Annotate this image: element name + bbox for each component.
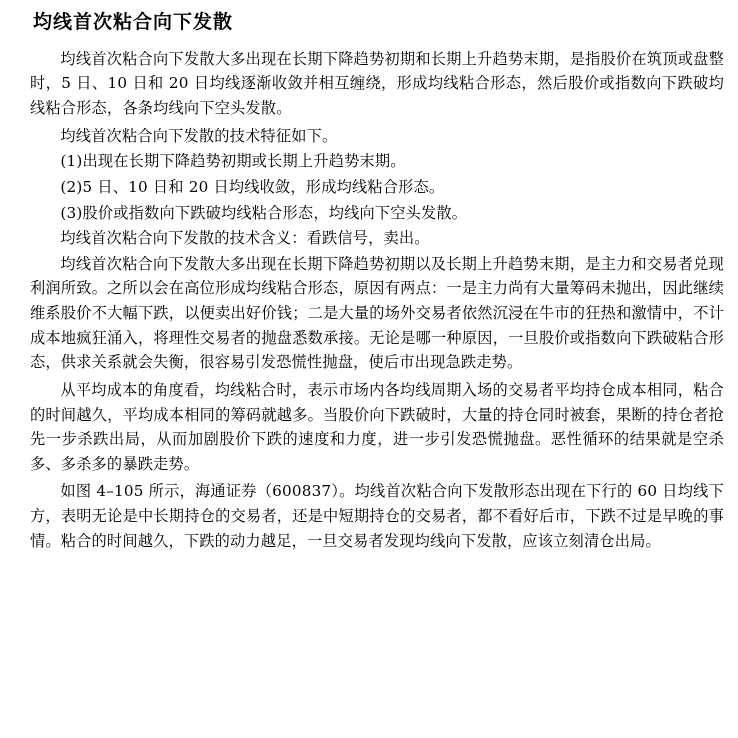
list-item-feature-2: (2)5 日、10 日和 20 日均线收敛，形成均线粘合形态。 bbox=[60, 177, 445, 196]
paragraph-analysis: 均线首次粘合向下发散大多出现在长期下降趋势初期以及长期上升趋势末期，是主力和交易者兑现利润所致。之所以会在高位形成均线粘合形态，原因有两点：一是主力尚有大量筹码未抛出，因此继续维系股价不大幅下跌，以便卖出好价钱；二是大量的场外交易者依然沉浸在牛市的狂热和激情中，不计成本地疯狂涌入，将理性交易者的抛盘悉数承接。无论是哪一种原因，一旦股价或指数向下跌破粘合形态，供求关系就会失衡，很容易引发恐慌性抛盘，使后市出现急跌走势。 bbox=[30, 254, 724, 372]
paragraph-average-cost: 从平均成本的角度看，均线粘合时，表示市场内各均线周期入场的交易者平均持仓成本相同，粘合的时间越久，平均成本相同的筹码就越多。当股价向下跌破时，大量的持仓同时被套，果断的持仓者抢先一步杀跌出局，从而加剧股价下跌的速度和力度，进一步引发恐慌抛盘。恶性循环的结果就是空杀多、多杀多的暴跌走势。 bbox=[30, 380, 724, 473]
paragraph-meaning: 均线首次粘合向下发散的技术含义：看跌信号，卖出。 bbox=[60, 229, 430, 248]
paragraph-intro: 均线首次粘合向下发散大多出现在长期下降趋势初期和长期上升趋势末期，是指股价在筑顶或盘整时，5 日、10 日和 20 日均线逐渐收敛并相互缠绕，形成均线粘合形态，然后股价或指数向下跌破均线粘合形态，各条均线向下空头发散。 bbox=[30, 49, 724, 118]
list-item-feature-3: (3)股价或指数向下跌破均线粘合形态，均线向下空头发散。 bbox=[60, 203, 468, 222]
page-title: 均线首次粘合向下发散 bbox=[33, 12, 234, 33]
paragraph-features-lead: 均线首次粘合向下发散的技术特征如下。 bbox=[60, 126, 338, 145]
paragraph-figure-reference: 如图 4–105 所示，海通证券（600837）。均线首次粘合向下发散形态出现在下行的 60 日均线下方，表明无论是中长期持仓的交易者，还是中短期持仓的交易者，都不看好后市，下跌不过是早晚的事情。粘合的时间越久，下跌的动力越足，一旦交易者发现均线向下发散，应该立刻清仓出局。 bbox=[30, 482, 724, 550]
list-item-feature-1: (1)出现在长期下降趋势初期或长期上升趋势末期。 bbox=[60, 152, 406, 171]
